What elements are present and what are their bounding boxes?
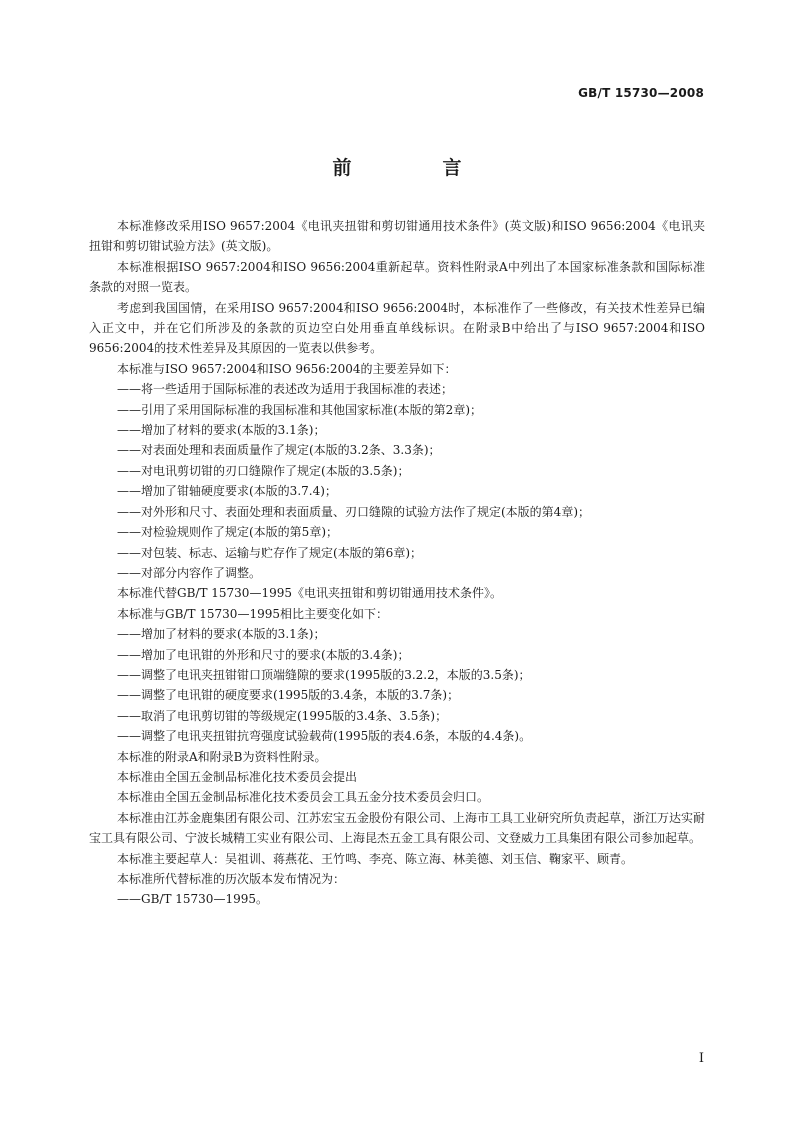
paragraph: ——对电讯剪切钳的刃口缝隙作了规定(本版的3.5条)；	[117, 463, 410, 478]
paragraph: 本标准修改采用ISO 9657:2004《电讯夹扭钳和剪切钳通用技术条件》(英文版)和ISO 9656:2004《电讯夹扭钳和剪切钳试验方法》(英文版)。	[89, 219, 705, 254]
paragraph: ——对表面处理和表面质量作了规定(本版的3.2条、3.3条)；	[117, 443, 441, 458]
page-number: I	[698, 1051, 704, 1066]
paragraph: ——对部分内容作了调整。	[117, 565, 262, 580]
paragraph: 本标准代替GB/T 15730—1995《电讯夹扭钳和剪切钳通用技术条件》。	[117, 586, 502, 601]
paragraph: ——对检验规则作了规定(本版的第5章)；	[117, 525, 338, 540]
paragraph: 本标准的附录A和附录B为资料性附录。	[117, 749, 327, 764]
standard-code: GB/T 15730—2008	[578, 86, 704, 100]
paragraph: 本标准所代替标准的历次版本发布情况为：	[117, 872, 346, 886]
paragraph: ——取消了电讯剪切钳的等级规定(1995版的3.4条、3.5条)；	[117, 708, 448, 723]
paragraph: ——增加了钳轴硬度要求(本版的3.7.4)；	[117, 484, 337, 499]
paragraph: ——对外形和尺寸、表面处理和表面质量、刃口缝隙的试验方法作了规定(本版的第4章)；	[117, 504, 591, 519]
paragraph: ——调整了电讯夹扭钳钳口顶端缝隙的要求(1995版的3.2.2，本版的3.5条)；	[117, 667, 531, 682]
paragraph: 本标准由全国五金制品标准化技术委员会工具五金分技术委员会归口。	[117, 790, 490, 805]
paragraph: ——对包装、标志、运输与贮存作了规定(本版的第6章)；	[117, 545, 423, 560]
paragraph: 考虑到我国国情，在采用ISO 9657:2004和ISO 9656:2004时，本标准作了一些修改，有关技术性差异已编入正文中，并在它们所涉及的条款的页边空白处用垂直单线标识。在附录B中给出了与ISO 9657:2004和ISO 9656:2004的技术性差异及其原因的一览表以供参考。	[89, 300, 705, 356]
paragraph: 本标准由江苏金鹿集团有限公司、江苏宏宝五金股份有限公司、上海市工具工业研究所负责起草，浙江万达实耐宝工具有限公司、宁波长城精工实业有限公司、上海昆杰五金工具有限公司、文登威力工具集团有限公司参加起草。	[89, 810, 706, 846]
paragraph: ——将一些适用于国际标准的表述改为适用于我国标准的表述；	[117, 382, 454, 397]
paragraph: 本标准与GB/T 15730—1995相比主要变化如下：	[117, 606, 388, 621]
paragraph: 本标准主要起草人：吴祖训、蒋燕花、王竹鸣、李亮、陈立海、林美德、刘玉信、鞠家平、顾青。	[117, 851, 634, 866]
paragraph: ——增加了材料的要求(本版的3.1条)；	[117, 423, 326, 438]
paragraph: ——调整了电讯夹扭钳抗弯强度试验载荷(1995版的表4.6条，本版的4.4条)。	[117, 729, 532, 744]
paragraph: ——GB/T 15730—1995。	[117, 892, 268, 907]
paragraph: 本标准与ISO 9657:2004和ISO 9656:2004的主要差异如下：	[117, 361, 457, 376]
paragraph: ——调整了电讯钳的硬度要求(1995版的3.4条，本版的3.7条)；	[117, 688, 460, 703]
paragraph: ——增加了电讯钳的外形和尺寸的要求(本版的3.4条)；	[117, 647, 410, 662]
paragraph: ——引用了采用国际标准的我国标准和其他国家标准(本版的第2章)；	[117, 402, 483, 417]
paragraph: 本标准由全国五金制品标准化技术委员会提出	[117, 769, 358, 784]
page-title: 前 言	[332, 157, 498, 179]
paragraph: 本标准根据ISO 9657:2004和ISO 9656:2004重新起草。资料性附录A中列出了本国家标准条款和国际标准条款的对照一览表。	[89, 259, 705, 295]
foreword-body	[89, 216, 705, 910]
paragraph: ——增加了材料的要求(本版的3.1条)；	[117, 627, 326, 642]
